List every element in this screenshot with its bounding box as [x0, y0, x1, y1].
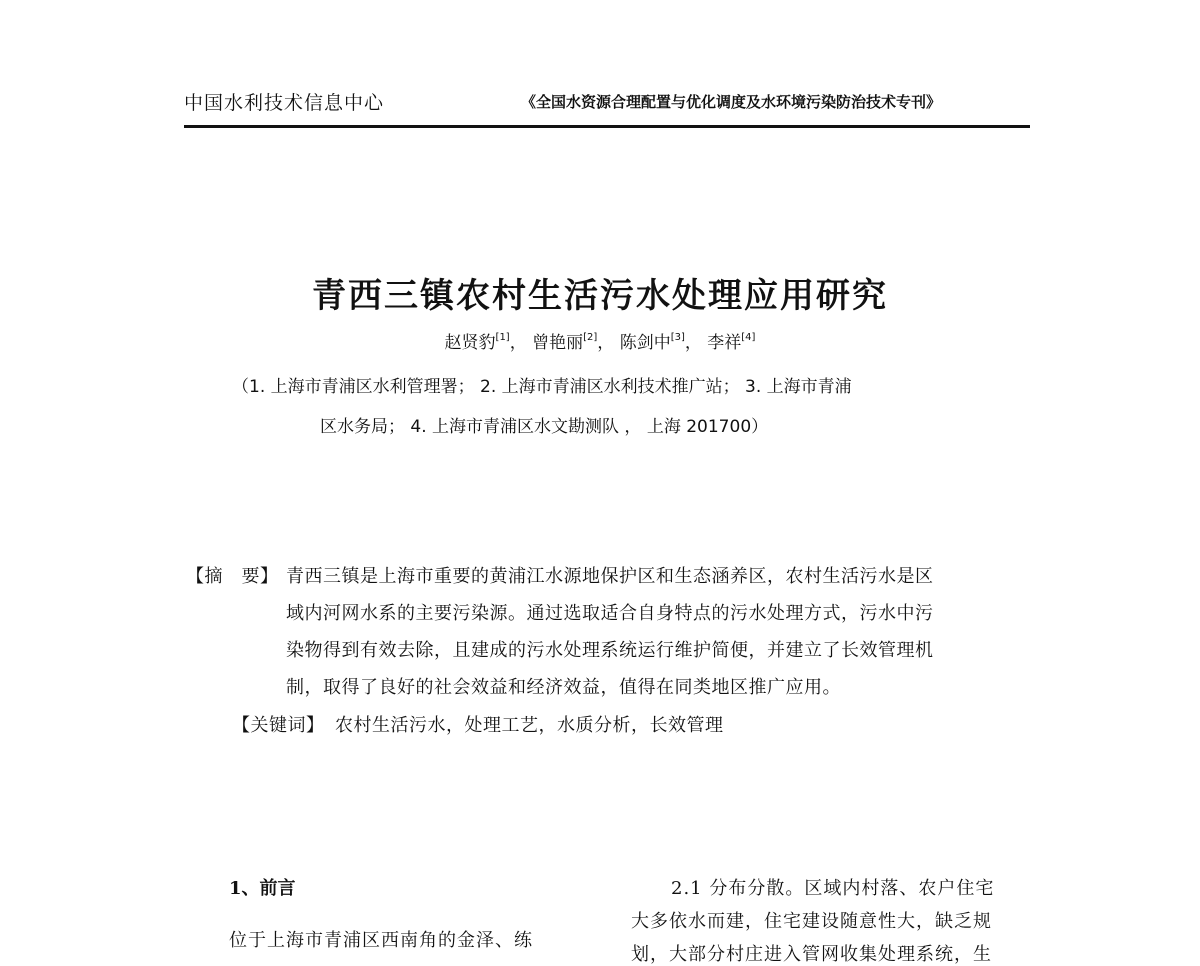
running-header-right: 《全国水资源合理配置与优化调度及水环境污染防治技术专刊》 — [521, 93, 942, 111]
affiliation-line: （1. 上海市青浦区水利管理署； 2. 上海市青浦区水利技术推广站； 3. 上海市青浦 — [232, 377, 852, 397]
author-name: 曾艳丽 — [532, 333, 584, 353]
author-list: 赵贤豹[1]， 曾艳丽[2]， 陈剑中[3]， 李祥[4] — [444, 332, 756, 353]
author-name: 李祥 — [707, 333, 742, 353]
abstract-line: 染物得到有效去除，且建成的污水处理系统运行维护简便，并建立了长效管理机 — [286, 640, 934, 661]
author-mark: [1] — [495, 332, 510, 343]
abstract-line: 青西三镇是上海市重要的黄浦江水源地保护区和生态涵养区，农村生活污水是区 — [286, 566, 934, 587]
author-mark: [2] — [583, 332, 598, 343]
header-divider — [184, 125, 1030, 128]
body-text-line: 划，大部分村庄进入管网收集处理系统，生 — [631, 944, 992, 965]
body-text-line: 大多依水而建，住宅建设随意性大，缺乏规 — [631, 911, 992, 932]
paper-title: 青西三镇农村生活污水处理应用研究 — [312, 276, 888, 316]
author-name: 赵贤豹 — [444, 333, 496, 353]
body-text-line: 2.1 分布分散。区域内村落、农户住宅 — [671, 878, 995, 899]
affiliation-line: 区水务局； 4. 上海市青浦区水文勘测队 ， 上海 201700） — [320, 417, 769, 437]
body-text-line: 位于上海市青浦区西南角的金泽、练 — [229, 930, 533, 951]
author-mark: [4] — [741, 332, 756, 343]
section-heading: 1、前言 — [229, 878, 296, 899]
running-header-left: 中国水利技术信息中心 — [184, 92, 385, 114]
author-name: 陈剑中 — [619, 333, 671, 353]
abstract-label: 【摘 要】 — [186, 566, 279, 587]
keywords-text: 农村生活污水，处理工艺，水质分析，长效管理 — [335, 715, 724, 736]
abstract-line: 域内河网水系的主要污染源。通过选取适合自身特点的污水处理方式，污水中污 — [286, 603, 934, 624]
author-mark: [3] — [670, 332, 685, 343]
keywords-label: 【关键词】 — [232, 715, 325, 736]
abstract-line: 制，取得了良好的社会效益和经济效益，值得在同类地区推广应用。 — [286, 677, 841, 698]
